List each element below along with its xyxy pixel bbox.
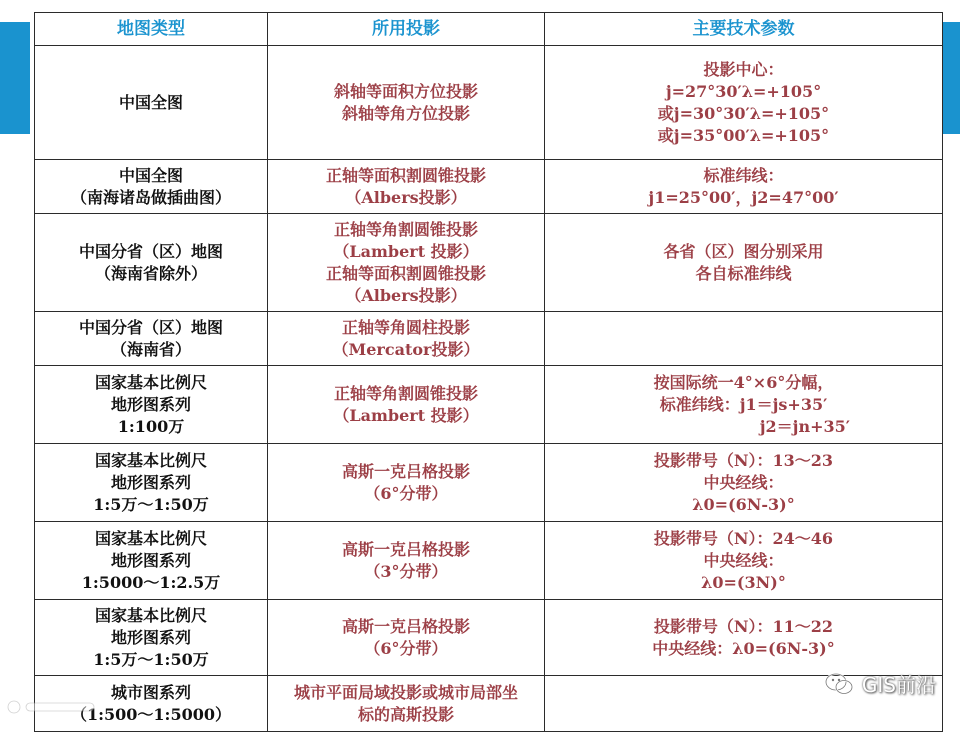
map-type-cell: [35, 312, 268, 366]
table-row: [35, 46, 943, 160]
cell-text-line: 或j=30°30′λ=+105°: [657, 103, 830, 123]
cell-text-line: （Lambert 投影）: [333, 241, 479, 261]
wechat-watermark: [824, 669, 936, 698]
map-type-cell: [35, 214, 268, 312]
cell-text-line: 正轴等面积割圆锥投影: [325, 165, 486, 185]
cell-text-line: j1=25°00′，j2=47°00′: [648, 187, 839, 207]
cell-text-line: 正轴等角圆柱投影: [341, 317, 470, 337]
projection-cell: [268, 366, 545, 444]
cell-text-line: 高斯一克吕格投影: [341, 461, 470, 481]
cell-text-line: 投影带号（N）：24～46: [653, 528, 834, 548]
cell-text-line: 标准纬线：j1＝js+35′: [659, 394, 828, 414]
cell-text-line: 城市平面局域投影或城市局部坐: [293, 682, 518, 702]
cell-text-line: 城市图系列: [110, 682, 191, 702]
cell-text-line: 地形图系列: [110, 550, 191, 570]
projection-cell: [268, 444, 545, 522]
table-row: [35, 312, 943, 366]
cell-text-line: 投影带号（N）：13～23: [653, 450, 834, 470]
cell-text-line: （Lambert 投影）: [333, 405, 479, 425]
cell-text-line: j2＝jn+35′: [759, 416, 850, 436]
cell-text-line: 地形图系列: [110, 394, 191, 414]
cell-text-line: 高斯一克吕格投影: [341, 616, 470, 636]
map-projection-table: [34, 12, 943, 732]
cell-text-line: 高斯一克吕格投影: [341, 539, 470, 559]
header-map-type: 地图类型: [35, 13, 268, 46]
cell-text-line: （1:500～1:5000）: [70, 704, 231, 724]
cell-text-line: 正轴等角割圆锥投影: [333, 219, 478, 239]
projection-cell: [268, 312, 545, 366]
wechat-icon: [824, 671, 854, 697]
table-row: [35, 522, 943, 600]
cell-text-line: 标的高斯投影: [357, 704, 454, 724]
cell-text-line: 正轴等面积割圆锥投影: [325, 263, 486, 283]
cell-text-line: （Albers投影）: [345, 285, 467, 305]
cell-text-line: 各省（区）图分别采用: [663, 241, 824, 261]
map-type-cell: [35, 160, 268, 214]
left-accent-bar: [0, 22, 30, 134]
projection-cell: [268, 522, 545, 600]
projection-cell: [268, 600, 545, 676]
cell-text-line: 投影带号（N）：11～22: [653, 616, 834, 636]
cell-text-line: （6°分带）: [364, 483, 448, 503]
cell-text-line: 中国分省（区）地图: [78, 241, 223, 261]
cell-text-line: 中国全图: [118, 92, 183, 112]
table-row: [35, 214, 943, 312]
cell-text-line: 地形图系列: [110, 472, 191, 492]
watermark-logo: [6, 698, 98, 716]
table-row: [35, 160, 943, 214]
cell-text-line: （Mercator投影）: [332, 339, 480, 359]
header-parameters: 主要技术参数: [545, 13, 943, 46]
map-type-cell: [35, 600, 268, 676]
map-type-cell: [35, 522, 268, 600]
projection-cell: [268, 214, 545, 312]
table-row: [35, 444, 943, 522]
projection-cell: [268, 46, 545, 160]
cell-text-line: 1:5000～1:2.5万: [81, 572, 221, 592]
table-header-row: [35, 13, 943, 46]
projection-cell: [268, 676, 545, 732]
cell-text-line: 1:5万～1:50万: [93, 649, 209, 669]
map-type-cell: [35, 46, 268, 160]
cell-text-line: （海南省）: [110, 339, 191, 359]
cell-text-line: 国家基本比例尺: [94, 528, 207, 548]
cell-text-line: 中央经线：: [703, 472, 784, 492]
cell-text-line: 标准纬线：: [703, 165, 784, 185]
cell-text-line: 斜轴等面积方位投影: [333, 81, 478, 101]
cell-text-line: （Albers投影）: [345, 187, 467, 207]
cell-text-line: λ0=(6N-3)°: [692, 494, 795, 514]
cell-text-line: 中央经线：λ0=(6N-3)°: [652, 638, 835, 658]
header-projection: 所用投影: [268, 13, 545, 46]
cell-text-line: （海南省除外）: [94, 263, 207, 283]
cell-text-line: 地形图系列: [110, 627, 191, 647]
map-type-cell: [35, 366, 268, 444]
cell-text-line: 或j=35°00′λ=+105°: [657, 125, 830, 145]
parameters-cell: [545, 312, 943, 366]
cell-text-line: j=27°30′λ=+105°: [665, 81, 822, 101]
wechat-account-name: GIS前沿: [861, 673, 936, 697]
cell-text-line: λ0=(3N)°: [701, 572, 786, 592]
cell-text-line: 1:100万: [117, 416, 185, 436]
parameters-cell: [545, 46, 943, 160]
right-accent-bar: [940, 22, 960, 134]
parameters-cell: [545, 522, 943, 600]
cell-text-line: 各自标准纬线: [695, 263, 792, 283]
cell-text-line: 斜轴等角方位投影: [341, 103, 470, 123]
table-row: [35, 366, 943, 444]
projection-cell: [268, 160, 545, 214]
cell-text-line: （6°分带）: [364, 638, 448, 658]
parameters-cell: [545, 444, 943, 522]
cell-text-line: （南海诸岛做插曲图）: [70, 187, 231, 207]
parameters-cell: [545, 600, 943, 676]
cell-text-line: 1:5万～1:50万: [93, 494, 209, 514]
table-row: [35, 676, 943, 732]
parameters-cell: [545, 160, 943, 214]
cell-text-line: 按国际统一4°×6°分幅，: [653, 372, 834, 392]
cell-text-line: 正轴等角割圆锥投影: [333, 383, 478, 403]
parameters-cell: [545, 366, 943, 444]
cell-text-line: 国家基本比例尺: [94, 605, 207, 625]
cell-text-line: 中国分省（区）地图: [78, 317, 223, 337]
cell-text-line: （3°分带）: [364, 561, 448, 581]
map-type-cell: [35, 444, 268, 522]
table-row: [35, 600, 943, 676]
cell-text-line: 中央经线：: [703, 550, 784, 570]
cell-text-line: 国家基本比例尺: [94, 450, 207, 470]
cell-text-line: 国家基本比例尺: [94, 372, 207, 392]
parameters-cell: [545, 214, 943, 312]
cell-text-line: 中国全图: [118, 165, 183, 185]
cell-text-line: 投影中心：: [703, 59, 784, 79]
